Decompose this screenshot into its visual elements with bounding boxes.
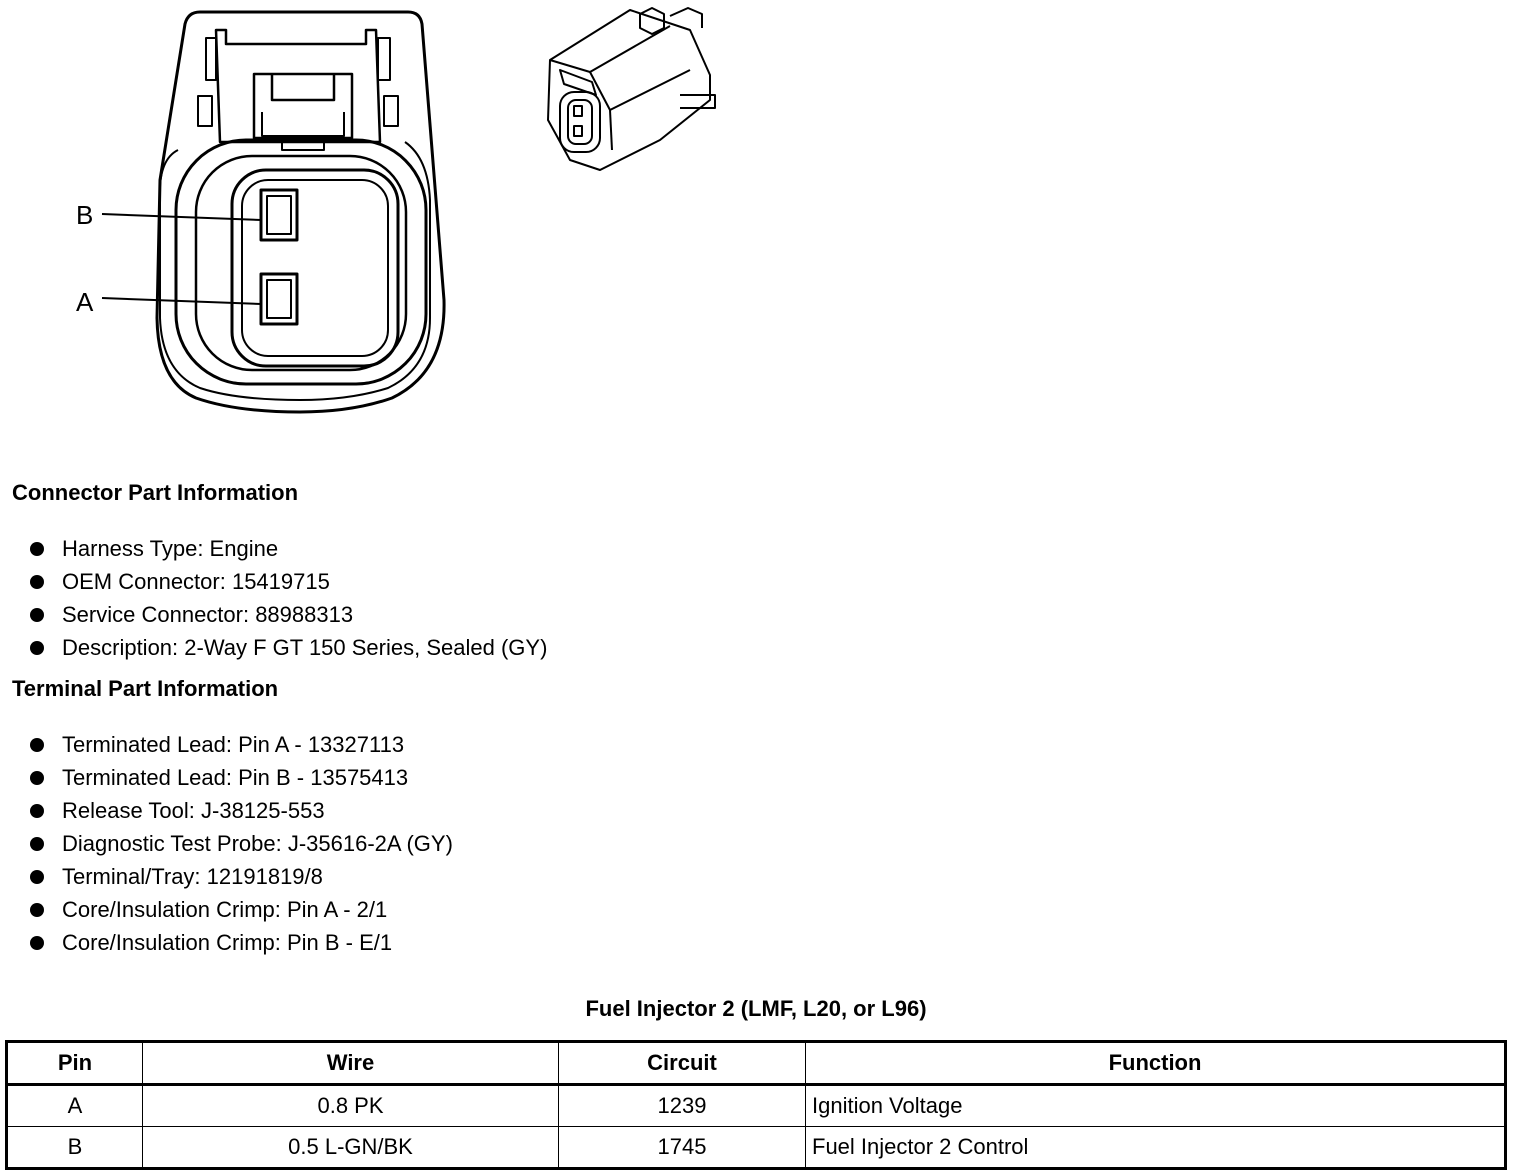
list-item-text: Service Connector: 88988313: [62, 602, 354, 627]
list-item: [28, 794, 453, 827]
list-item-text: Terminated Lead: Pin B - 13575413: [62, 765, 409, 790]
cell-function: Ignition Voltage: [806, 1085, 1506, 1127]
table-row: [7, 1127, 1506, 1169]
bullet-icon: [30, 936, 44, 950]
table-row: [7, 1085, 1506, 1127]
pinout-table-title: Fuel Injector 2 (LMF, L20, or L96): [585, 996, 927, 1021]
bullet-icon: [30, 575, 44, 589]
connector-isometric-drawing: [530, 0, 730, 185]
cell-circuit: 1239: [559, 1085, 806, 1127]
list-item: [28, 728, 453, 761]
list-item-text: Core/Insulation Crimp: Pin B - E/1: [62, 930, 393, 955]
connector-face-view-drawing: [0, 0, 470, 430]
pin-a-leader: [102, 298, 261, 304]
bullet-icon: [30, 608, 44, 622]
bullet-icon: [30, 641, 44, 655]
column-header-wire: Wire: [143, 1042, 559, 1085]
list-item-text: Harness Type: Engine: [62, 536, 279, 561]
bullet-icon: [30, 804, 44, 818]
list-item: [28, 631, 547, 664]
list-item-text: Diagnostic Test Probe: J-35616-2A (GY): [62, 831, 453, 856]
bullet-icon: [30, 837, 44, 851]
list-item: [28, 565, 547, 598]
bullet-icon: [30, 870, 44, 884]
cell-circuit: 1745: [559, 1127, 806, 1169]
latch: [216, 30, 380, 142]
cell-wire: 0.8 PK: [143, 1085, 559, 1127]
bullet-icon: [30, 771, 44, 785]
column-header-circuit: Circuit: [559, 1042, 806, 1085]
table-header-row: [7, 1042, 1506, 1085]
list-item-text: OEM Connector: 15419715: [62, 569, 330, 594]
list-item-text: Terminated Lead: Pin A - 13327113: [62, 732, 405, 757]
list-item: [28, 860, 453, 893]
pinout-table: [5, 1040, 1507, 1170]
column-header-function: Function: [806, 1042, 1506, 1085]
cell-function: Fuel Injector 2 Control: [806, 1127, 1506, 1169]
bullet-icon: [30, 738, 44, 752]
list-item: [28, 926, 453, 959]
cell-wire: 0.5 L-GN/BK: [143, 1127, 559, 1169]
list-item-text: Terminal/Tray: 12191819/8: [62, 864, 323, 889]
list-item: [28, 532, 547, 565]
list-item-text: Core/Insulation Crimp: Pin A - 2/1: [62, 897, 388, 922]
list-item: [28, 893, 453, 926]
column-header-pin: Pin: [7, 1042, 143, 1085]
list-item: [28, 598, 547, 631]
cell-pin: B: [7, 1127, 143, 1169]
connector-part-info-heading: Connector Part Information: [12, 480, 299, 505]
list-item-text: Description: 2-Way F GT 150 Series, Sealed (GY): [62, 635, 548, 660]
bullet-icon: [30, 542, 44, 556]
bullet-icon: [30, 903, 44, 917]
cell-pin: A: [7, 1085, 143, 1127]
terminal-part-info-heading: Terminal Part Information: [12, 676, 279, 701]
housing-outline: [157, 12, 444, 412]
list-item: [28, 761, 453, 794]
pin-b-label: B: [76, 200, 94, 230]
list-item: [28, 827, 453, 860]
connector-part-info-list: [28, 532, 547, 664]
pin-a-label: A: [76, 287, 94, 317]
list-item-text: Release Tool: J-38125-553: [62, 798, 325, 823]
terminal-part-info-list: [28, 728, 453, 959]
pin-cavity: [232, 170, 398, 366]
pin-b-leader: [102, 214, 261, 220]
